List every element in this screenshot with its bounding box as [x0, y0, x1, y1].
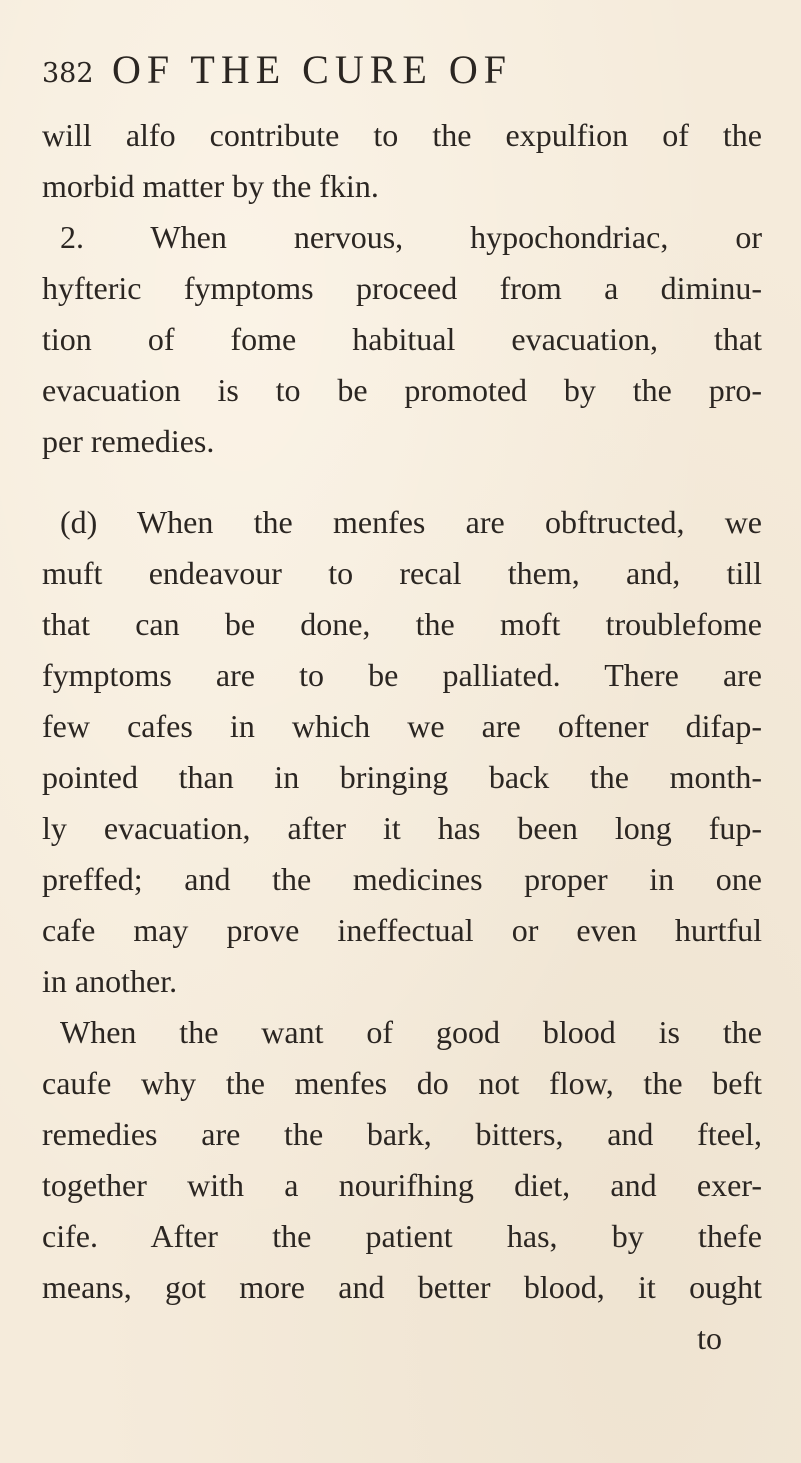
- text-line: means, got more and better blood, it ought: [42, 1269, 762, 1305]
- text-line: (d) When the menfes are obftructed, we: [60, 504, 762, 540]
- text-line: cafe may prove ineffectual or even hurtful: [42, 912, 762, 948]
- paragraph-gap: [42, 467, 762, 497]
- text-line: in another.: [42, 963, 178, 999]
- page-header: [42, 42, 762, 102]
- text-line: together with a nourifhing diet, and exer-: [42, 1167, 762, 1203]
- text-line: evacuation is to be promoted by the pro-: [42, 372, 762, 408]
- paragraph-1: [42, 110, 762, 212]
- text-line: hyfteric fymptoms proceed from a diminu-: [42, 270, 762, 306]
- paragraph-2: [42, 212, 762, 467]
- text-line: per remedies.: [42, 423, 215, 459]
- text-line: morbid matter by the fkin.: [42, 168, 379, 204]
- text-line: that can be done, the moft troublefome: [42, 606, 762, 642]
- text-line: will alfo contribute to the expulfion of the: [42, 117, 762, 153]
- text-line: preffed; and the medicines proper in one: [42, 861, 762, 897]
- text-line: caufe why the menfes do not flow, the beft: [42, 1065, 762, 1101]
- text-line: When the want of good blood is the: [60, 1014, 762, 1050]
- text-line: ly evacuation, after it has been long fup-: [42, 810, 762, 846]
- catchword: to: [697, 1320, 722, 1356]
- paragraph-4: [42, 1007, 762, 1313]
- text-line: remedies are the bark, bitters, and fteel,: [42, 1116, 762, 1152]
- page-number: 382: [42, 58, 94, 89]
- text-line: pointed than in bringing back the month-: [42, 759, 762, 795]
- text-line: few cafes in which we are oftener difap-: [42, 708, 762, 744]
- text-line: 2. When nervous, hypochondriac, or: [60, 219, 762, 255]
- running-head: OF THE CURE OF: [112, 47, 512, 92]
- text-line: muft endeavour to recal them, and, till: [42, 555, 762, 591]
- text-line: fymptoms are to be palliated. There are: [42, 657, 762, 693]
- text-line: tion of fome habitual evacuation, that: [42, 321, 762, 357]
- body-text: [42, 110, 762, 1364]
- paragraph-3: [42, 497, 762, 1007]
- text-line: cife. After the patient has, by thefe: [42, 1218, 762, 1254]
